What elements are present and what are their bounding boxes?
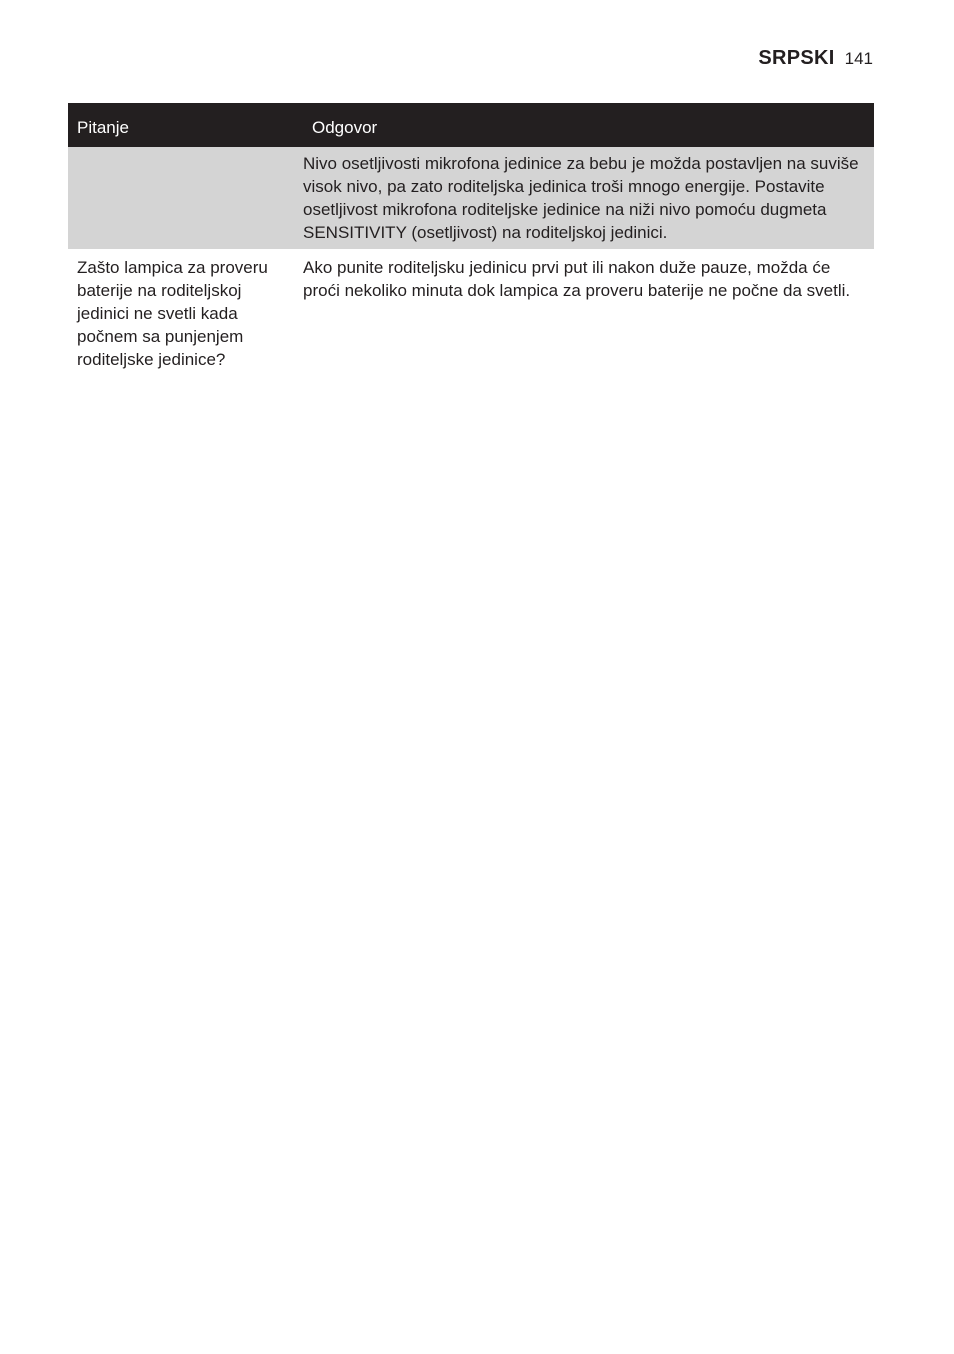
language-label: SRPSKI xyxy=(758,47,835,69)
column-header-answer: Odgovor xyxy=(312,118,378,137)
table-row xyxy=(68,249,874,378)
answer-cell: Ako punite roditeljsku jedinicu prvi put ili nakon duže pauze, možda će proći nekoliko minuta dok lampica za proveru baterije ne počne da svetli. xyxy=(303,258,851,300)
question-cell: Zašto lampica za proveru baterije na roditeljskoj jedinici ne svetli kada počnem sa punjenjem roditeljske jedinice? xyxy=(77,258,268,369)
page-header xyxy=(758,47,873,70)
column-header-question: Pitanje xyxy=(77,118,129,137)
answer-cell: Nivo osetljivosti mikrofona jedinice za bebu je možda postavljen na suviše visok nivo, pa zato roditeljska jedinica troši mnogo energije. Postavite osetljivost mikrofona roditeljske jedinice na niži nivo pomoću dugmeta SENSITIVITY (osetljivost) na roditeljskoj jedinici. xyxy=(303,154,859,242)
page-number: 141 xyxy=(844,49,873,68)
table-header xyxy=(68,103,874,147)
table-row xyxy=(68,147,874,249)
question-cell xyxy=(68,147,294,249)
faq-table xyxy=(68,103,874,378)
